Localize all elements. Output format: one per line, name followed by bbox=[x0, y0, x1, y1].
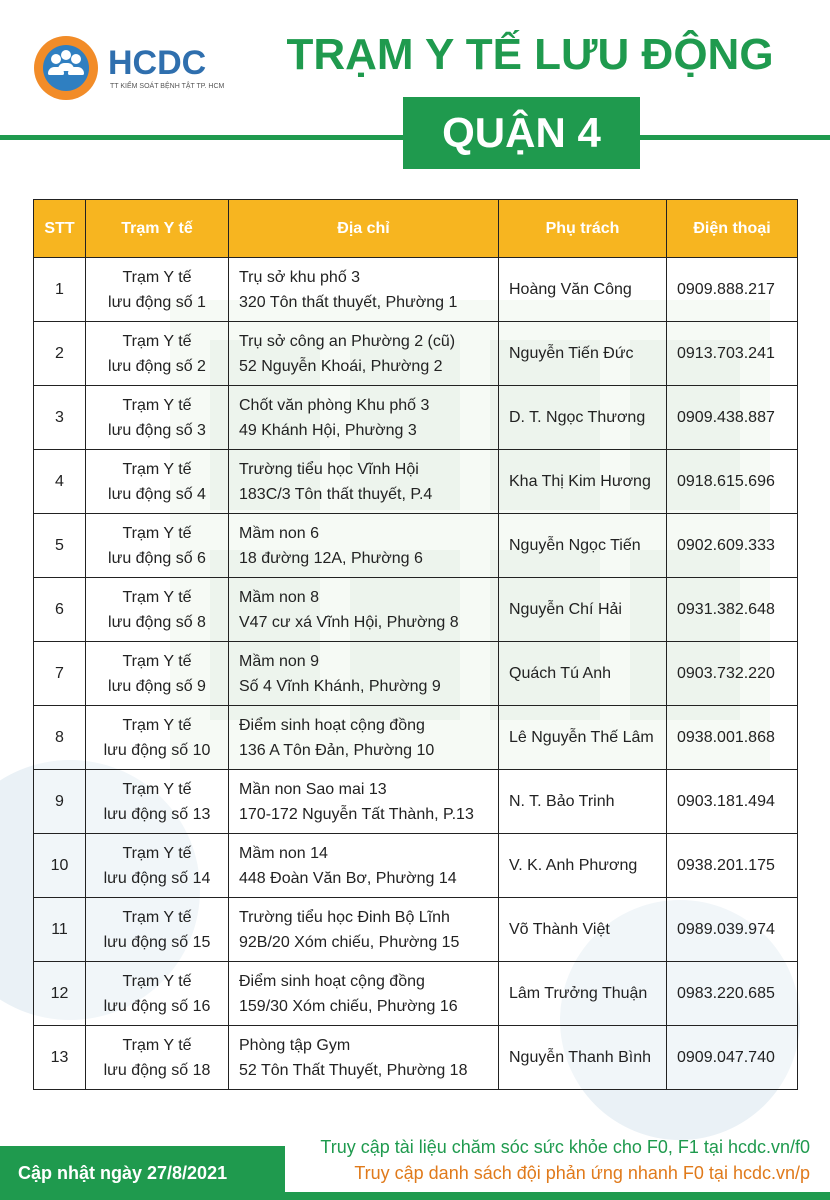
footer-link-f0-docs[interactable]: Truy cập tài liệu chăm sóc sức khỏe cho F0, F1 tại hcdc.vn/f0 bbox=[320, 1137, 810, 1157]
cell-address bbox=[229, 450, 499, 514]
person-name: Nguyễn Thanh Bình bbox=[509, 1048, 652, 1066]
stt-value: 10 bbox=[50, 856, 69, 874]
cell-address bbox=[229, 834, 499, 898]
logo-name: HCDC bbox=[108, 44, 207, 82]
address-line1: Điểm sinh hoạt cộng đồng bbox=[239, 716, 425, 734]
column-header-phone: Điện thoại bbox=[667, 200, 798, 258]
person-name: Kha Thị Kim Hương bbox=[509, 472, 651, 490]
station-name-line1: Trạm Y tế bbox=[122, 972, 192, 990]
cell-address bbox=[229, 578, 499, 642]
station-name-line1: Trạm Y tế bbox=[122, 844, 192, 862]
address-line2: 448 Đoàn Văn Bơ, Phường 14 bbox=[239, 869, 457, 887]
address-line2: 183C/3 Tôn thất thuyết, P.4 bbox=[239, 485, 433, 503]
column-header-station: Trạm Y tế bbox=[86, 200, 229, 258]
station-name-line1: Trạm Y tế bbox=[122, 396, 192, 414]
address-line2: Số 4 Vĩnh Khánh, Phường 9 bbox=[239, 677, 441, 695]
address-line1: Trường tiểu học Đinh Bộ Lĩnh bbox=[239, 908, 450, 926]
person-name: D. T. Ngọc Thương bbox=[509, 408, 646, 426]
cell-address bbox=[229, 642, 499, 706]
phone-number: 0938.201.175 bbox=[677, 856, 775, 874]
table-row bbox=[34, 514, 798, 578]
station-name-line2: lưu động số 16 bbox=[103, 997, 211, 1015]
footer-link-rapid-response[interactable]: Truy cập danh sách đội phản ứng nhanh F0 tại hcdc.vn/p bbox=[354, 1163, 810, 1183]
person-name: Hoàng Văn Công bbox=[509, 280, 632, 298]
cell-phone bbox=[667, 834, 798, 898]
address-line1: Trụ sở khu phố 3 bbox=[239, 268, 361, 286]
cell-phone bbox=[667, 962, 798, 1026]
stt-value: 5 bbox=[55, 536, 64, 554]
cell-address bbox=[229, 514, 499, 578]
station-name-line2: lưu động số 2 bbox=[108, 357, 206, 375]
cell-station bbox=[86, 578, 229, 642]
cell-station bbox=[86, 962, 229, 1026]
person-name: N. T. Bảo Trinh bbox=[509, 792, 615, 810]
phone-number: 0983.220.685 bbox=[677, 984, 775, 1002]
address-line2: 92B/20 Xóm chiếu, Phường 15 bbox=[239, 933, 460, 951]
table-row bbox=[34, 578, 798, 642]
station-name-line1: Trạm Y tế bbox=[122, 268, 192, 286]
station-name-line1: Trạm Y tế bbox=[122, 908, 192, 926]
phone-number: 0989.039.974 bbox=[677, 920, 775, 938]
cell-address bbox=[229, 770, 499, 834]
cell-person bbox=[499, 258, 667, 322]
person-name: Lê Nguyễn Thế Lâm bbox=[509, 728, 654, 746]
station-name-line2: lưu động số 13 bbox=[103, 805, 211, 823]
stt-value: 2 bbox=[55, 344, 64, 362]
cell-person bbox=[499, 706, 667, 770]
phone-number: 0931.382.648 bbox=[677, 600, 775, 618]
address-line2: 159/30 Xóm chiếu, Phường 16 bbox=[239, 997, 458, 1015]
station-name-line2: lưu động số 6 bbox=[108, 549, 206, 567]
station-name-line1: Trạm Y tế bbox=[122, 524, 192, 542]
cell-person bbox=[499, 450, 667, 514]
address-line2: 52 Nguyễn Khoái, Phường 2 bbox=[239, 357, 443, 375]
phone-number: 0903.181.494 bbox=[677, 792, 775, 810]
column-header-stt: STT bbox=[34, 200, 86, 258]
cell-person bbox=[499, 770, 667, 834]
stt-value: 7 bbox=[55, 664, 64, 682]
table-row bbox=[34, 834, 798, 898]
stt-value: 13 bbox=[50, 1048, 69, 1066]
hcdc-logo bbox=[34, 36, 225, 100]
station-name-line1: Trạm Y tế bbox=[122, 588, 192, 606]
table-header-row bbox=[34, 200, 798, 258]
cell-stt bbox=[34, 322, 86, 386]
cell-address bbox=[229, 706, 499, 770]
phone-number: 0938.001.868 bbox=[677, 728, 775, 746]
address-line2: 49 Khánh Hội, Phường 3 bbox=[239, 421, 417, 439]
cell-address bbox=[229, 1026, 499, 1090]
station-name-line2: lưu động số 18 bbox=[103, 1061, 211, 1079]
cell-phone bbox=[667, 578, 798, 642]
cell-station bbox=[86, 642, 229, 706]
phone-number: 0909.438.887 bbox=[677, 408, 775, 426]
cell-station bbox=[86, 1026, 229, 1090]
cell-phone bbox=[667, 1026, 798, 1090]
person-name: Võ Thành Việt bbox=[509, 920, 610, 938]
cell-address bbox=[229, 962, 499, 1026]
address-line1: Mầm non 8 bbox=[239, 588, 320, 606]
station-name-line1: Trạm Y tế bbox=[122, 652, 192, 670]
table-row bbox=[34, 322, 798, 386]
stt-value: 6 bbox=[55, 600, 64, 618]
update-date: Cập nhật ngày 27/8/2021 bbox=[0, 1146, 285, 1200]
cell-station bbox=[86, 898, 229, 962]
logo-subtitle: TT KIỂM SOÁT BỆNH TẬT TP. HCM bbox=[110, 83, 225, 90]
address-line2: 52 Tôn Thất Thuyết, Phường 18 bbox=[239, 1061, 468, 1079]
station-name-line2: lưu động số 9 bbox=[108, 677, 206, 695]
column-header-person: Phụ trách bbox=[499, 200, 667, 258]
table-row bbox=[34, 642, 798, 706]
cell-phone bbox=[667, 770, 798, 834]
table-row bbox=[34, 770, 798, 834]
station-name-line1: Trạm Y tế bbox=[122, 780, 192, 798]
phone-number: 0913.703.241 bbox=[677, 344, 775, 362]
cell-stt bbox=[34, 962, 86, 1026]
cell-phone bbox=[667, 386, 798, 450]
address-line2: 18 đường 12A, Phường 6 bbox=[239, 549, 423, 567]
cell-person bbox=[499, 322, 667, 386]
cell-station bbox=[86, 514, 229, 578]
station-name-line1: Trạm Y tế bbox=[122, 332, 192, 350]
phone-number: 0918.615.696 bbox=[677, 472, 775, 490]
table-row bbox=[34, 898, 798, 962]
page-title: TRẠM Y TẾ LƯU ĐỘNG bbox=[286, 30, 774, 79]
table-row bbox=[34, 1026, 798, 1090]
address-line1: Trụ sở công an Phường 2 (cũ) bbox=[239, 332, 456, 350]
address-line1: Mầm non 6 bbox=[239, 524, 320, 542]
cell-station bbox=[86, 322, 229, 386]
cell-person bbox=[499, 1026, 667, 1090]
address-line1: Mầm non 14 bbox=[239, 844, 328, 862]
station-name-line2: lưu động số 8 bbox=[108, 613, 206, 631]
stt-value: 3 bbox=[55, 408, 64, 426]
cell-person bbox=[499, 642, 667, 706]
cell-station bbox=[86, 258, 229, 322]
cell-person bbox=[499, 514, 667, 578]
person-name: V. K. Anh Phương bbox=[509, 856, 638, 874]
cell-phone bbox=[667, 258, 798, 322]
stt-value: 4 bbox=[55, 472, 64, 490]
cell-stt bbox=[34, 514, 86, 578]
stt-value: 9 bbox=[55, 792, 64, 810]
station-name-line2: lưu động số 15 bbox=[103, 933, 211, 951]
person-name: Lâm Trưởng Thuận bbox=[509, 984, 648, 1002]
address-line1: Trường tiểu học Vĩnh Hội bbox=[239, 460, 419, 478]
address-line2: V47 cư xá Vĩnh Hội, Phường 8 bbox=[239, 613, 459, 631]
table-row bbox=[34, 706, 798, 770]
phone-number: 0909.888.217 bbox=[677, 280, 775, 298]
cell-stt bbox=[34, 770, 86, 834]
address-line1: Phòng tập Gym bbox=[239, 1036, 351, 1054]
cell-station bbox=[86, 386, 229, 450]
district-label: QUẬN 4 bbox=[403, 97, 640, 169]
station-name-line2: lưu động số 10 bbox=[103, 741, 211, 759]
cell-stt bbox=[34, 386, 86, 450]
phone-number: 0909.047.740 bbox=[677, 1048, 775, 1066]
address-line1: Chốt văn phòng Khu phố 3 bbox=[239, 396, 430, 414]
station-name-line2: lưu động số 1 bbox=[108, 293, 206, 311]
column-header-address: Địa chỉ bbox=[229, 200, 499, 258]
cell-stt bbox=[34, 642, 86, 706]
cell-stt bbox=[34, 1026, 86, 1090]
station-name-line2: lưu động số 3 bbox=[108, 421, 206, 439]
cell-stt bbox=[34, 706, 86, 770]
station-name-line1: Trạm Y tế bbox=[122, 716, 192, 734]
address-line1: Mầm non 9 bbox=[239, 652, 320, 670]
cell-address bbox=[229, 898, 499, 962]
cell-phone bbox=[667, 322, 798, 386]
person-name: Nguyễn Tiến Đức bbox=[509, 344, 634, 362]
address-line2: 136 A Tôn Đản, Phường 10 bbox=[239, 741, 435, 759]
hcdc-logo-icon bbox=[34, 36, 98, 100]
cell-station bbox=[86, 770, 229, 834]
table-row bbox=[34, 258, 798, 322]
table-row bbox=[34, 450, 798, 514]
cell-person bbox=[499, 386, 667, 450]
station-name-line1: Trạm Y tế bbox=[122, 460, 192, 478]
cell-stt bbox=[34, 898, 86, 962]
cell-stt bbox=[34, 834, 86, 898]
cell-station bbox=[86, 450, 229, 514]
station-name-line1: Trạm Y tế bbox=[122, 1036, 192, 1054]
cell-phone bbox=[667, 898, 798, 962]
cell-station bbox=[86, 706, 229, 770]
cell-stt bbox=[34, 258, 86, 322]
cell-person bbox=[499, 834, 667, 898]
person-name: Quách Tú Anh bbox=[509, 664, 611, 682]
cell-phone bbox=[667, 450, 798, 514]
table-row bbox=[34, 962, 798, 1026]
person-name: Nguyễn Ngọc Tiến bbox=[509, 536, 641, 554]
stt-value: 8 bbox=[55, 728, 64, 746]
address-line2: 170-172 Nguyễn Tất Thành, P.13 bbox=[239, 805, 474, 823]
stt-value: 11 bbox=[51, 920, 68, 938]
table-body bbox=[34, 258, 798, 1090]
cell-phone bbox=[667, 706, 798, 770]
cell-person bbox=[499, 962, 667, 1026]
address-line2: 320 Tôn thất thuyết, Phường 1 bbox=[239, 293, 458, 311]
cell-person bbox=[499, 898, 667, 962]
address-line1: Mần non Sao mai 13 bbox=[239, 780, 387, 798]
cell-phone bbox=[667, 514, 798, 578]
station-name-line2: lưu động số 4 bbox=[108, 485, 206, 503]
stt-value: 1 bbox=[55, 280, 64, 298]
cell-phone bbox=[667, 642, 798, 706]
cell-stt bbox=[34, 450, 86, 514]
table-row bbox=[34, 386, 798, 450]
cell-address bbox=[229, 258, 499, 322]
cell-address bbox=[229, 322, 499, 386]
cell-station bbox=[86, 834, 229, 898]
stations-table bbox=[33, 199, 798, 1090]
person-name: Nguyễn Chí Hải bbox=[509, 600, 622, 618]
cell-person bbox=[499, 578, 667, 642]
phone-number: 0902.609.333 bbox=[677, 536, 775, 554]
phone-number: 0903.732.220 bbox=[677, 664, 775, 682]
cell-stt bbox=[34, 578, 86, 642]
address-line1: Điểm sinh hoạt cộng đồng bbox=[239, 972, 425, 990]
cell-address bbox=[229, 386, 499, 450]
station-name-line2: lưu động số 14 bbox=[103, 869, 211, 887]
stt-value: 12 bbox=[50, 984, 69, 1002]
